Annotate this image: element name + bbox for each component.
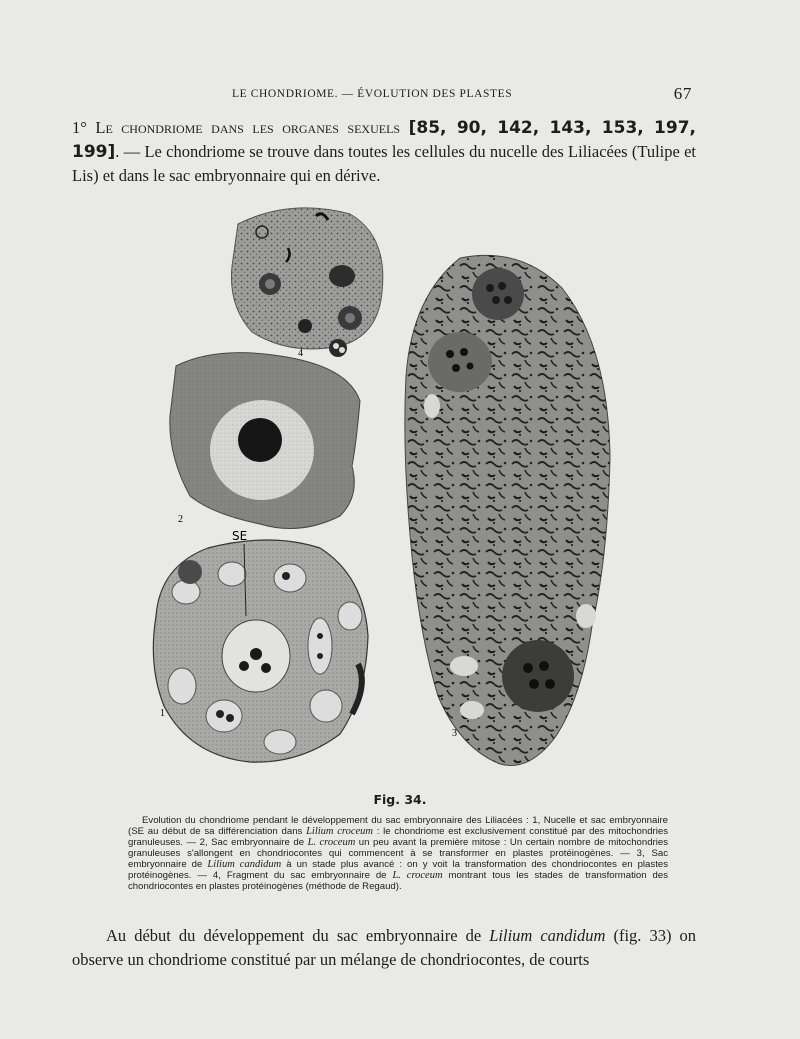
- running-head: [72, 84, 692, 106]
- figure-caption: [128, 815, 668, 892]
- section-heading: e chondriome dans les organes sexuels: [105, 118, 401, 137]
- cell-illustration: [120, 196, 640, 786]
- label-1: 1: [160, 708, 165, 719]
- caption-species-3: Lilium candidum: [207, 859, 282, 870]
- heading-dash: . —: [115, 142, 141, 161]
- bottom-paragraph: [72, 924, 696, 972]
- label-se: SE: [232, 529, 248, 543]
- caption-text-2: : le chondriome est exclusivement constitué par des mitochondries granuleuses. — 2, Sac embryonnaire de: [128, 826, 669, 848]
- page-number: 67: [673, 84, 692, 103]
- references: [85, 90, 142, 143, 153, 197, 199]: [72, 118, 696, 162]
- section-prefix: 1° L: [72, 118, 106, 137]
- cell-2-sac: [170, 353, 360, 529]
- label-2: 2: [178, 514, 183, 525]
- caption-species-4: L. croceum: [392, 870, 443, 881]
- figure-label: Fig. 34.: [373, 792, 427, 807]
- bottom-text-2: (fig. 33) on observe un chondriome constitué par un mélange de chondriocontes, de courts: [72, 926, 697, 969]
- caption-text-1: Evolution du chondriome pendant le développement du sac embryonnaire des Liliacées : 1, Nucelle et sac embryonnaire (SE au début de sa différenciation dans: [128, 815, 668, 837]
- caption-text-3: un peu avant la première mitose : Un certain nombre de mitochondries granuleuses s'allongent en chondriocontes qui commencent à se transformer en plastes protéinogènes. — 3, Sac embryonnaire de: [128, 837, 668, 870]
- bottom-species: Lilium candidum: [489, 926, 606, 945]
- cell-4-fragment: [231, 208, 382, 359]
- cell-1-nucellus: [153, 529, 368, 762]
- label-3: 3: [452, 728, 457, 739]
- running-title: LE CHONDRIOME. — ÉVOLUTION DES PLASTES: [232, 88, 513, 100]
- caption-text-5: montrant tous les stades de transformation des chondriocontes en plastes protéinogènes (méthode de Regaud).: [128, 870, 668, 892]
- bottom-text-1: Au début du développement du sac embryonnaire de: [106, 926, 490, 945]
- figure-34: [120, 196, 640, 786]
- label-4: 4: [298, 348, 303, 359]
- caption-text-4: à un stade plus avancé : on y voit la transformation des chondriocontes en plastes protéinogènes. — 4, Fragment du sac embryonnaire de: [128, 859, 668, 881]
- intro-paragraph: [72, 116, 696, 188]
- intro-body: Le chondriome se trouve dans toutes les cellules du nucelle des Liliacées (Tulipe et Lis) et dans le sac embryonnaire qui en dérive.: [72, 142, 697, 185]
- caption-species-1: Lilium croceum: [306, 826, 373, 837]
- caption-species-2: L. croceum: [307, 837, 356, 848]
- cell-3-sac: [405, 255, 610, 765]
